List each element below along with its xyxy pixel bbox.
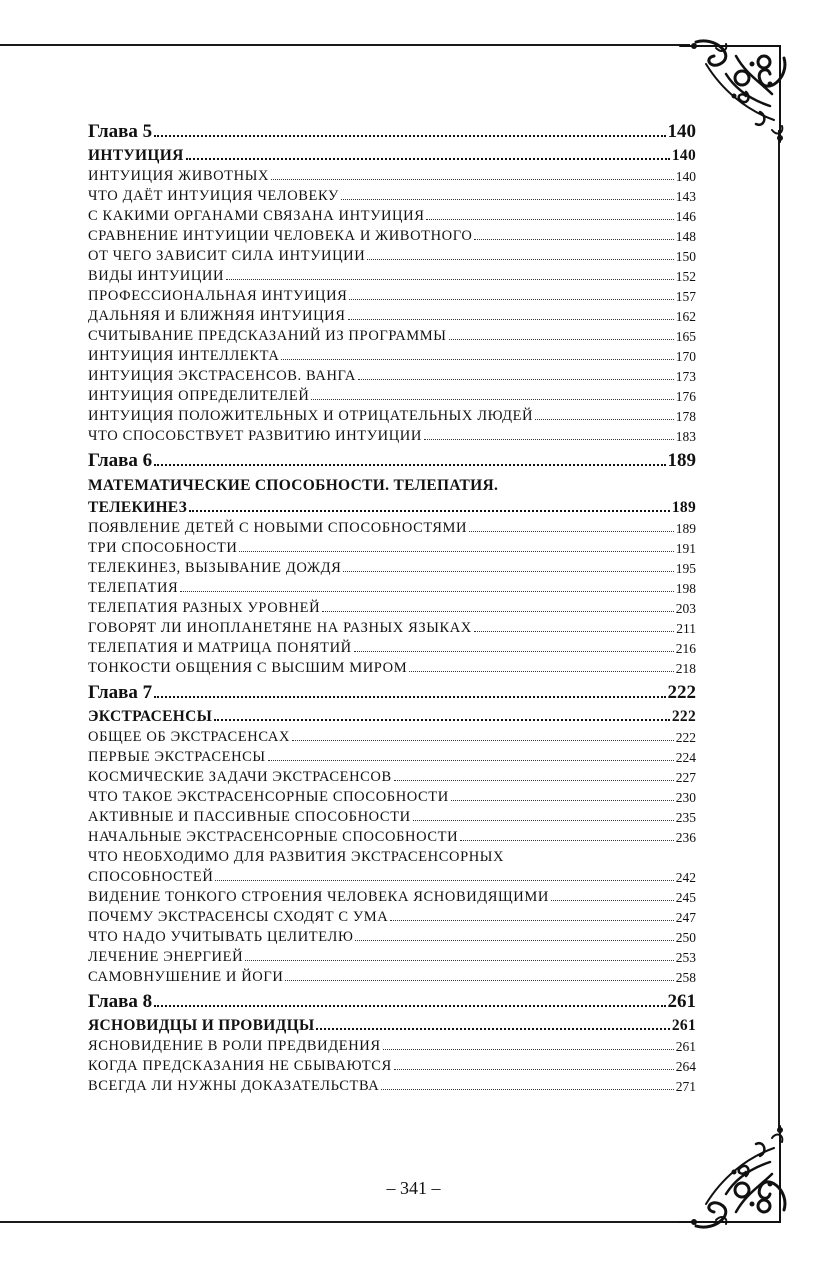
dot-leader	[551, 900, 674, 901]
toc-entry[interactable]	[88, 964, 696, 984]
toc-entry[interactable]	[88, 403, 696, 423]
toc-page-number: 150	[675, 248, 696, 264]
toc-title: ЧТО СПОСОБСТВУЕТ РАЗВИТИЮ ИНТУИЦИИ	[88, 427, 422, 444]
toc-page-number: 222	[675, 729, 696, 745]
dot-leader	[189, 510, 670, 512]
dot-leader	[355, 940, 673, 941]
dot-leader	[214, 719, 670, 721]
toc-title: ПРОФЕССИОНАЛЬНАЯ ИНТУИЦИЯ	[88, 287, 348, 304]
page-number: – 341 –	[386, 1178, 441, 1198]
dot-leader	[394, 780, 674, 781]
toc-title: ПОЯВЛЕНИЕ ДЕТЕЙ С НОВЫМИ СПОСОБНОСТЯМИ	[88, 519, 468, 536]
dot-leader	[343, 571, 673, 572]
toc-title: Глава 7	[88, 682, 153, 703]
toc-page-number: 235	[675, 809, 696, 825]
dot-leader	[186, 158, 670, 160]
toc-chapter[interactable]	[88, 984, 696, 1011]
toc-page-number: 261	[671, 1016, 696, 1034]
dot-leader	[460, 840, 674, 841]
toc-title: ЯСНОВИДЕНИЕ В РОЛИ ПРЕДВИДЕНИЯ	[88, 1037, 381, 1054]
frame-top-line	[0, 44, 690, 46]
frame-right-line	[778, 130, 780, 1130]
dot-leader	[271, 179, 674, 180]
toc-title: ПОЧЕМУ ЭКСТРАСЕНСЫ СХОДЯТ С УМА	[88, 908, 389, 925]
toc-page-number: 146	[675, 208, 696, 224]
toc-page-number: 261	[667, 991, 696, 1012]
dot-leader	[292, 740, 674, 741]
dot-leader	[341, 199, 674, 200]
dot-leader	[535, 419, 674, 420]
toc-entry[interactable]	[88, 1073, 696, 1093]
dot-leader	[281, 359, 673, 360]
toc-title: ЧТО ТАКОЕ ЭКСТРАСЕНСОРНЫЕ СПОСОБНОСТИ	[88, 788, 449, 805]
toc-page-number: 191	[675, 540, 696, 556]
toc-entry[interactable]	[88, 635, 696, 655]
toc-entry[interactable]	[88, 223, 696, 243]
toc-page-number: 140	[667, 121, 696, 142]
toc-title: ТЕЛЕКИНЕЗ	[88, 498, 188, 516]
dot-leader	[358, 379, 674, 380]
toc-entry[interactable]	[88, 283, 696, 303]
toc-page-number: 152	[675, 268, 696, 284]
toc-entry[interactable]	[88, 784, 696, 804]
dot-leader	[381, 1089, 673, 1090]
toc-page-number: 227	[675, 769, 696, 785]
toc-entry[interactable]	[88, 243, 696, 263]
toc-page-number: 247	[675, 909, 696, 925]
toc-page-number: 271	[675, 1078, 696, 1094]
toc-entry[interactable]	[88, 804, 696, 824]
toc-entry[interactable]	[88, 724, 696, 744]
toc-page-number: 148	[675, 228, 696, 244]
toc-page-number: 173	[675, 368, 696, 384]
toc-title: ИНТУИЦИЯ ОПРЕДЕЛИТЕЛЕЙ	[88, 387, 310, 404]
toc-title: ВИДЫ ИНТУИЦИИ	[88, 267, 225, 284]
toc-title: ОТ ЧЕГО ЗАВИСИТ СИЛА ИНТУИЦИИ	[88, 247, 366, 264]
dot-leader	[285, 980, 673, 981]
dot-leader	[349, 299, 673, 300]
toc-section[interactable]	[88, 1011, 696, 1033]
toc-title: С КАКИМИ ОРГАНАМИ СВЯЗАНА ИНТУИЦИЯ	[88, 207, 425, 224]
toc-page-number: 162	[675, 308, 696, 324]
dot-leader	[413, 820, 674, 821]
toc-entry[interactable]	[88, 263, 696, 283]
toc-title: ЧТО ДАЁТ ИНТУИЦИЯ ЧЕЛОВЕКУ	[88, 187, 339, 204]
toc-title: ДАЛЬНЯЯ И БЛИЖНЯЯ ИНТУИЦИЯ	[88, 307, 346, 324]
toc-title: ЛЕЧЕНИЕ ЭНЕРГИЕЙ	[88, 948, 244, 965]
toc-chapter[interactable]	[88, 675, 696, 702]
toc-section[interactable]	[88, 141, 696, 163]
toc-page-number: 222	[671, 707, 696, 725]
dot-leader	[311, 399, 673, 400]
toc-page-number: 140	[671, 146, 696, 164]
toc-title: КОГДА ПРЕДСКАЗАНИЯ НЕ СБЫВАЮТСЯ	[88, 1057, 392, 1074]
toc-entry[interactable]	[88, 944, 696, 964]
dot-leader	[474, 631, 674, 632]
toc-entry[interactable]	[88, 1033, 696, 1053]
frame-bottom-line	[0, 1221, 690, 1223]
toc-entry[interactable]	[88, 744, 696, 764]
toc-page-number: 170	[675, 348, 696, 364]
toc-title: ИНТУИЦИЯ ИНТЕЛЛЕКТА	[88, 347, 280, 364]
toc-page-number: 189	[671, 498, 696, 516]
toc-page-number: 195	[675, 560, 696, 576]
toc-page-number: 264	[675, 1058, 696, 1074]
toc-title: ТЕЛЕПАТИЯ	[88, 579, 179, 596]
toc-page-number: 189	[667, 450, 696, 471]
toc-entry[interactable]	[88, 575, 696, 595]
toc-page-number: 198	[675, 580, 696, 596]
dot-leader	[426, 219, 673, 220]
toc-page-number: 178	[675, 408, 696, 424]
toc-title: ЭКСТРАСЕНСЫ	[88, 707, 213, 725]
toc-title: ТЕЛЕПАТИЯ И МАТРИЦА ПОНЯТИЙ	[88, 639, 352, 656]
toc-title: КОСМИЧЕСКИЕ ЗАДАЧИ ЭКСТРАСЕНСОВ	[88, 768, 392, 785]
toc-title: ТЕЛЕКИНЕЗ, ВЫЗЫВАНИЕ ДОЖДЯ	[88, 559, 342, 576]
toc-title: Глава 6	[88, 450, 153, 471]
toc-entry[interactable]	[88, 764, 696, 784]
dot-leader	[367, 259, 673, 260]
toc-entry[interactable]	[88, 655, 696, 675]
toc-page-number: 176	[675, 388, 696, 404]
toc-title: ПЕРВЫЕ ЭКСТРАСЕНСЫ	[88, 748, 266, 765]
toc-section[interactable]	[88, 493, 696, 515]
dot-leader	[390, 920, 673, 921]
dot-leader	[469, 531, 674, 532]
toc-title: ЧТО НАДО УЧИТЫВАТЬ ЦЕЛИТЕЛЮ	[88, 928, 354, 945]
dot-leader	[354, 651, 674, 652]
toc-page-number: 183	[675, 428, 696, 444]
toc-entry[interactable]	[88, 343, 696, 363]
toc-page-number: 261	[675, 1038, 696, 1054]
toc-page-number: 245	[675, 889, 696, 905]
toc-title: ИНТУИЦИЯ ПОЛОЖИТЕЛЬНЫХ И ОТРИЦАТЕЛЬНЫХ ЛЮДЕЙ	[88, 407, 534, 424]
dot-leader	[394, 1069, 674, 1070]
toc-entry[interactable]	[88, 535, 696, 555]
toc-title: АКТИВНЫЕ И ПАССИВНЫЕ СПОСОБНОСТИ	[88, 808, 411, 825]
dot-leader	[322, 611, 674, 612]
toc-title: ВСЕГДА ЛИ НУЖНЫ ДОКАЗАТЕЛЬСТВА	[88, 1077, 380, 1094]
toc-entry[interactable]	[88, 515, 696, 535]
toc-title: ИНТУИЦИЯ	[88, 146, 184, 164]
toc-page-number: 157	[675, 288, 696, 304]
dot-leader	[449, 339, 674, 340]
toc-title: САМОВНУШЕНИЕ И ЙОГИ	[88, 968, 284, 985]
toc-title: Глава 5	[88, 121, 153, 142]
toc-title: ИНТУИЦИЯ ЖИВОТНЫХ	[88, 167, 270, 184]
toc-title: СРАВНЕНИЕ ИНТУИЦИИ ЧЕЛОВЕКА И ЖИВОТНОГО	[88, 227, 473, 244]
toc-entry[interactable]	[88, 904, 696, 924]
toc-title: СПОСОБНОСТЕЙ	[88, 868, 214, 885]
dot-leader	[154, 696, 665, 698]
toc-page-number: 218	[675, 660, 696, 676]
toc-entry[interactable]	[88, 423, 696, 443]
toc-page-number: 224	[675, 749, 696, 765]
dot-leader	[474, 239, 673, 240]
toc-title: Глава 8	[88, 991, 153, 1012]
toc-page-number: 211	[676, 620, 696, 636]
toc-title: ВИДЕНИЕ ТОНКОГО СТРОЕНИЯ ЧЕЛОВЕКА ЯСНОВИДЯЩИМИ	[88, 888, 549, 905]
toc-entry[interactable]	[88, 1053, 696, 1073]
toc-title: ТОНКОСТИ ОБЩЕНИЯ С ВЫСШИМ МИРОМ	[88, 659, 408, 676]
toc-page-number: 143	[675, 188, 696, 204]
toc-heading-line: МАТЕМАТИЧЕСКИЕ СПОСОБНОСТИ. ТЕЛЕПАТИЯ.	[88, 476, 499, 494]
dot-leader	[154, 135, 665, 137]
toc-entry[interactable]	[88, 203, 696, 223]
toc-entry[interactable]	[88, 303, 696, 323]
toc-title: ОБЩЕЕ ОБ ЭКСТРАСЕНСАХ	[88, 728, 291, 745]
toc-page-number: 242	[675, 869, 696, 885]
toc-title: СЧИТЫВАНИЕ ПРЕДСКАЗАНИЙ ИЗ ПРОГРАММЫ	[88, 327, 447, 344]
dot-leader	[348, 319, 674, 320]
toc-entry[interactable]	[88, 924, 696, 944]
toc-entry[interactable]	[88, 383, 696, 403]
toc-entry[interactable]	[88, 615, 696, 635]
toc-page-number: 222	[667, 682, 696, 703]
toc-page-number: 189	[675, 520, 696, 536]
toc-entry[interactable]	[88, 824, 696, 844]
dot-leader	[424, 439, 674, 440]
toc-entry[interactable]	[88, 864, 696, 884]
toc-entry[interactable]	[88, 323, 696, 343]
toc-section[interactable]	[88, 702, 696, 724]
toc-title: ИНТУИЦИЯ ЭКСТРАСЕНСОВ. ВАНГА	[88, 367, 356, 384]
toc-page-number: 236	[675, 829, 696, 845]
toc-title: ТРИ СПОСОБНОСТИ	[88, 539, 238, 556]
dot-leader	[154, 1005, 665, 1007]
toc-title: НАЧАЛЬНЫЕ ЭКСТРАСЕНСОРНЫЕ СПОСОБНОСТИ	[88, 828, 459, 845]
dot-leader	[451, 800, 674, 801]
toc-title: ЯСНОВИДЦЫ И ПРОВИДЦЫ	[88, 1016, 315, 1034]
toc-title: ГОВОРЯТ ЛИ ИНОПЛАНЕТЯНЕ НА РАЗНЫХ ЯЗЫКАХ	[88, 619, 472, 636]
toc-page-number: 165	[675, 328, 696, 344]
toc-heading-line: ЧТО НЕОБХОДИМО ДЛЯ РАЗВИТИЯ ЭКСТРАСЕНСОРНЫХ	[88, 848, 505, 865]
toc-page-number: 250	[675, 929, 696, 945]
toc-page-number: 140	[675, 168, 696, 184]
dot-leader	[154, 464, 665, 466]
toc-page-number: 203	[675, 600, 696, 616]
dot-leader	[215, 880, 673, 881]
toc-page-number: 230	[675, 789, 696, 805]
toc-page-number: 258	[675, 969, 696, 985]
toc-entry[interactable]	[88, 595, 696, 615]
dot-leader	[383, 1049, 674, 1050]
toc-entry[interactable]	[88, 183, 696, 203]
dot-leader	[245, 960, 674, 961]
dot-leader	[239, 551, 673, 552]
dot-leader	[180, 591, 673, 592]
dot-leader	[316, 1028, 669, 1030]
dot-leader	[409, 671, 674, 672]
toc-page-number: 216	[675, 640, 696, 656]
toc-entry[interactable]	[88, 884, 696, 904]
toc-entry[interactable]	[88, 363, 696, 383]
toc-entry[interactable]	[88, 163, 696, 183]
dot-leader	[226, 279, 674, 280]
toc-entry[interactable]	[88, 555, 696, 575]
table-of-contents	[88, 114, 696, 1093]
toc-page-number: 253	[675, 949, 696, 965]
toc-chapter[interactable]	[88, 114, 696, 141]
toc-chapter[interactable]	[88, 443, 696, 470]
dot-leader	[268, 760, 674, 761]
toc-title: ТЕЛЕПАТИЯ РАЗНЫХ УРОВНЕЙ	[88, 599, 321, 616]
